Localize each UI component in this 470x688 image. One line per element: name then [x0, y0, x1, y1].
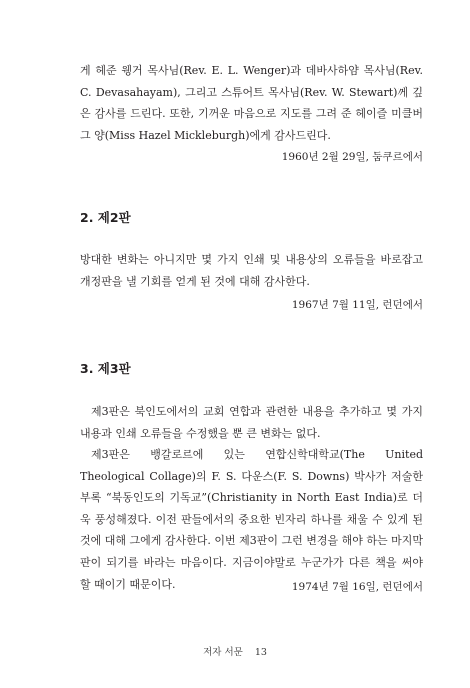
third-edition-signature: 1974년 7월 16일, 런던에서 — [291, 581, 423, 593]
preface-signature: 1960년 2월 29일, 둠쿠르에서 — [281, 151, 423, 163]
section-heading-third-edition: 3. 제3판 — [80, 361, 131, 376]
running-title: 저자 서문 — [203, 647, 243, 658]
section-heading-second-edition: 2. 제2판 — [80, 210, 131, 225]
second-edition-paragraph: 방대한 변화는 아니지만 몇 가지 인쇄 및 내용상의 오류들을 바로잡고 개정판을 낼 기회를 얻게 된 것에 대해 감사한다. — [80, 253, 423, 288]
page-number: 13 — [254, 647, 267, 658]
second-edition-signature: 1967년 7월 11일, 런던에서 — [291, 299, 423, 311]
third-edition-paragraph-1: 제3판은 북인도에서의 교회 연합과 관련한 내용을 추가하고 몇 가지 내용과 인쇄 오류들을 수정했을 뿐 큰 변화는 없다. — [80, 405, 423, 440]
third-edition-paragraph-2: 제3판은 뱅갈로르에 있는 연합신학대학교(The United Theological Collage)의 F. S. 다운스(F. S. Downs) 박사가 저술한 부록 “북동인도의 기독교”(Christianity in North East India)로 더욱 풍성해졌다. 이전 판들에서의 중요한 빈자리 하나를 채울 수 있게 된 것에 대해 그에게 감사한다. 이번 제3판이 그런 변경을 해야 하는 마지막 판이 되기를 바라는 마음이다. 지금이야말로 누군가가 다른 책을 써야 할 때이기 때문이다. — [80, 448, 423, 591]
page-footer — [0, 647, 470, 659]
preface-paragraph: 게 헤준 웽거 목사님(Rev. E. L. Wenger)과 데바사하얌 목사님(Rev. C. Devasahayam), 그리고 스튜어트 목사님(Rev. W. Stewart)께 깊은 감사를 드린다. 또한, 기꺼운 마음으로 지도를 그려 준 헤이즐 미클버그 양(Miss Hazel Mickleburgh)에게 감사드린다. — [80, 64, 423, 142]
